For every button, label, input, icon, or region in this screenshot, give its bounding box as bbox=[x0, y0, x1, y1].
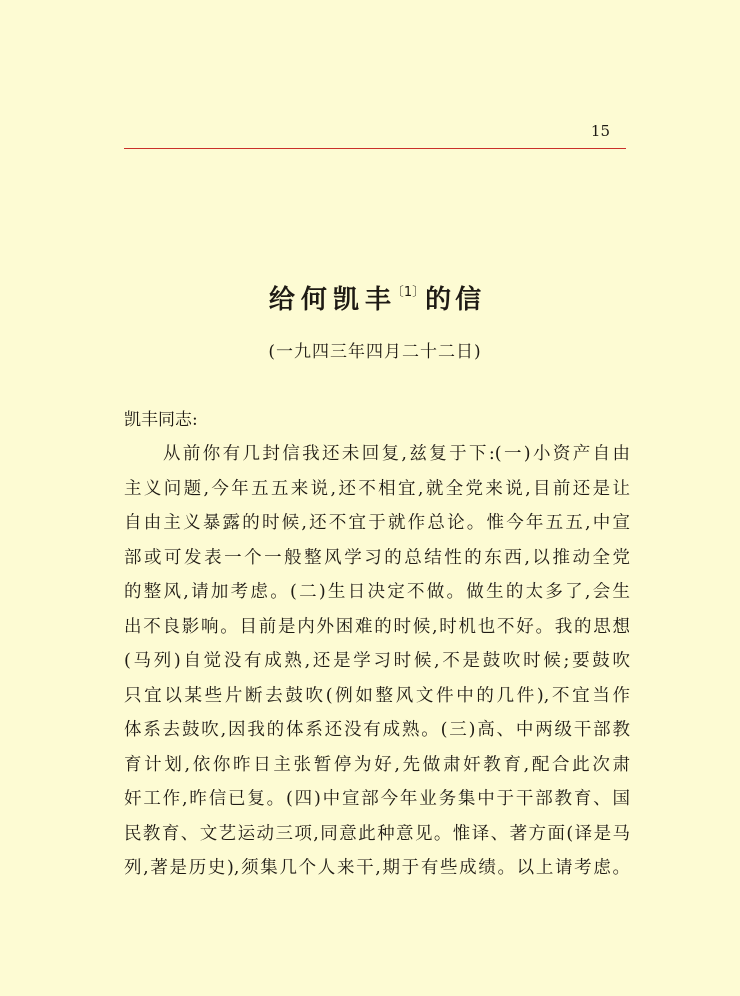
body-line: 从前你有几封信我还未回复,兹复于下:(一)小资产自由 bbox=[163, 444, 630, 464]
footnote-marker[interactable]: 〔1〕 bbox=[390, 285, 426, 300]
body-line: 体系去鼓吹,因我的体系还没有成熟。(三)高、中两级干部教 bbox=[124, 720, 630, 740]
body-line: 育计划,依你昨日主张暂停为好,先做肃奸教育,配合此次肃 bbox=[124, 754, 630, 775]
body-line: 民教育、文艺运动三项,同意此种意见。惟译、著方面(译是马 bbox=[124, 823, 630, 844]
body-line: 出不良影响。目前是内外困难的时候,时机也不好。我的思想 bbox=[124, 616, 630, 637]
body-line: 只宜以某些片断去鼓吹(例如整风文件中的几件),不宜当作 bbox=[124, 685, 630, 706]
title-char: 凯 bbox=[332, 285, 365, 315]
page-title bbox=[124, 282, 626, 323]
body-line: 的整风,请加考虑。(二)生日决定不做。做生的太多了,会生 bbox=[124, 582, 630, 602]
title-char: 丰 bbox=[364, 285, 391, 315]
date-line: (一九四三年四月二十二日) bbox=[268, 342, 482, 362]
letter-body bbox=[124, 441, 630, 890]
salutation: 凯丰同志: bbox=[124, 410, 198, 430]
title-char: 的 bbox=[425, 285, 456, 315]
title-char: 给 bbox=[268, 285, 301, 315]
body-line: 列,著是历史),须集几个人来干,期于有些成绩。以上请考虑。 bbox=[124, 858, 630, 878]
header-rule bbox=[124, 148, 626, 149]
body-line: 自由主义暴露的时候,还不宜于就作总论。惟今年五五,中宣 bbox=[124, 513, 630, 533]
body-line: 奸工作,昨信已复。(四)中宣部今年业务集中于干部教育、国 bbox=[124, 789, 630, 809]
title-char: 何 bbox=[300, 285, 333, 315]
page-number: 15 bbox=[590, 122, 610, 140]
body-line: 部或可发表一个一般整风学习的总结性的东西,以推动全党 bbox=[124, 547, 630, 568]
body-line: 主义问题,今年五五来说,还不相宜,就全党来说,目前还是让 bbox=[124, 478, 630, 499]
title-char: 信 bbox=[455, 285, 482, 315]
body-line: (马列)自觉没有成熟,还是学习时候,不是鼓吹时候;要鼓吹 bbox=[124, 651, 630, 671]
